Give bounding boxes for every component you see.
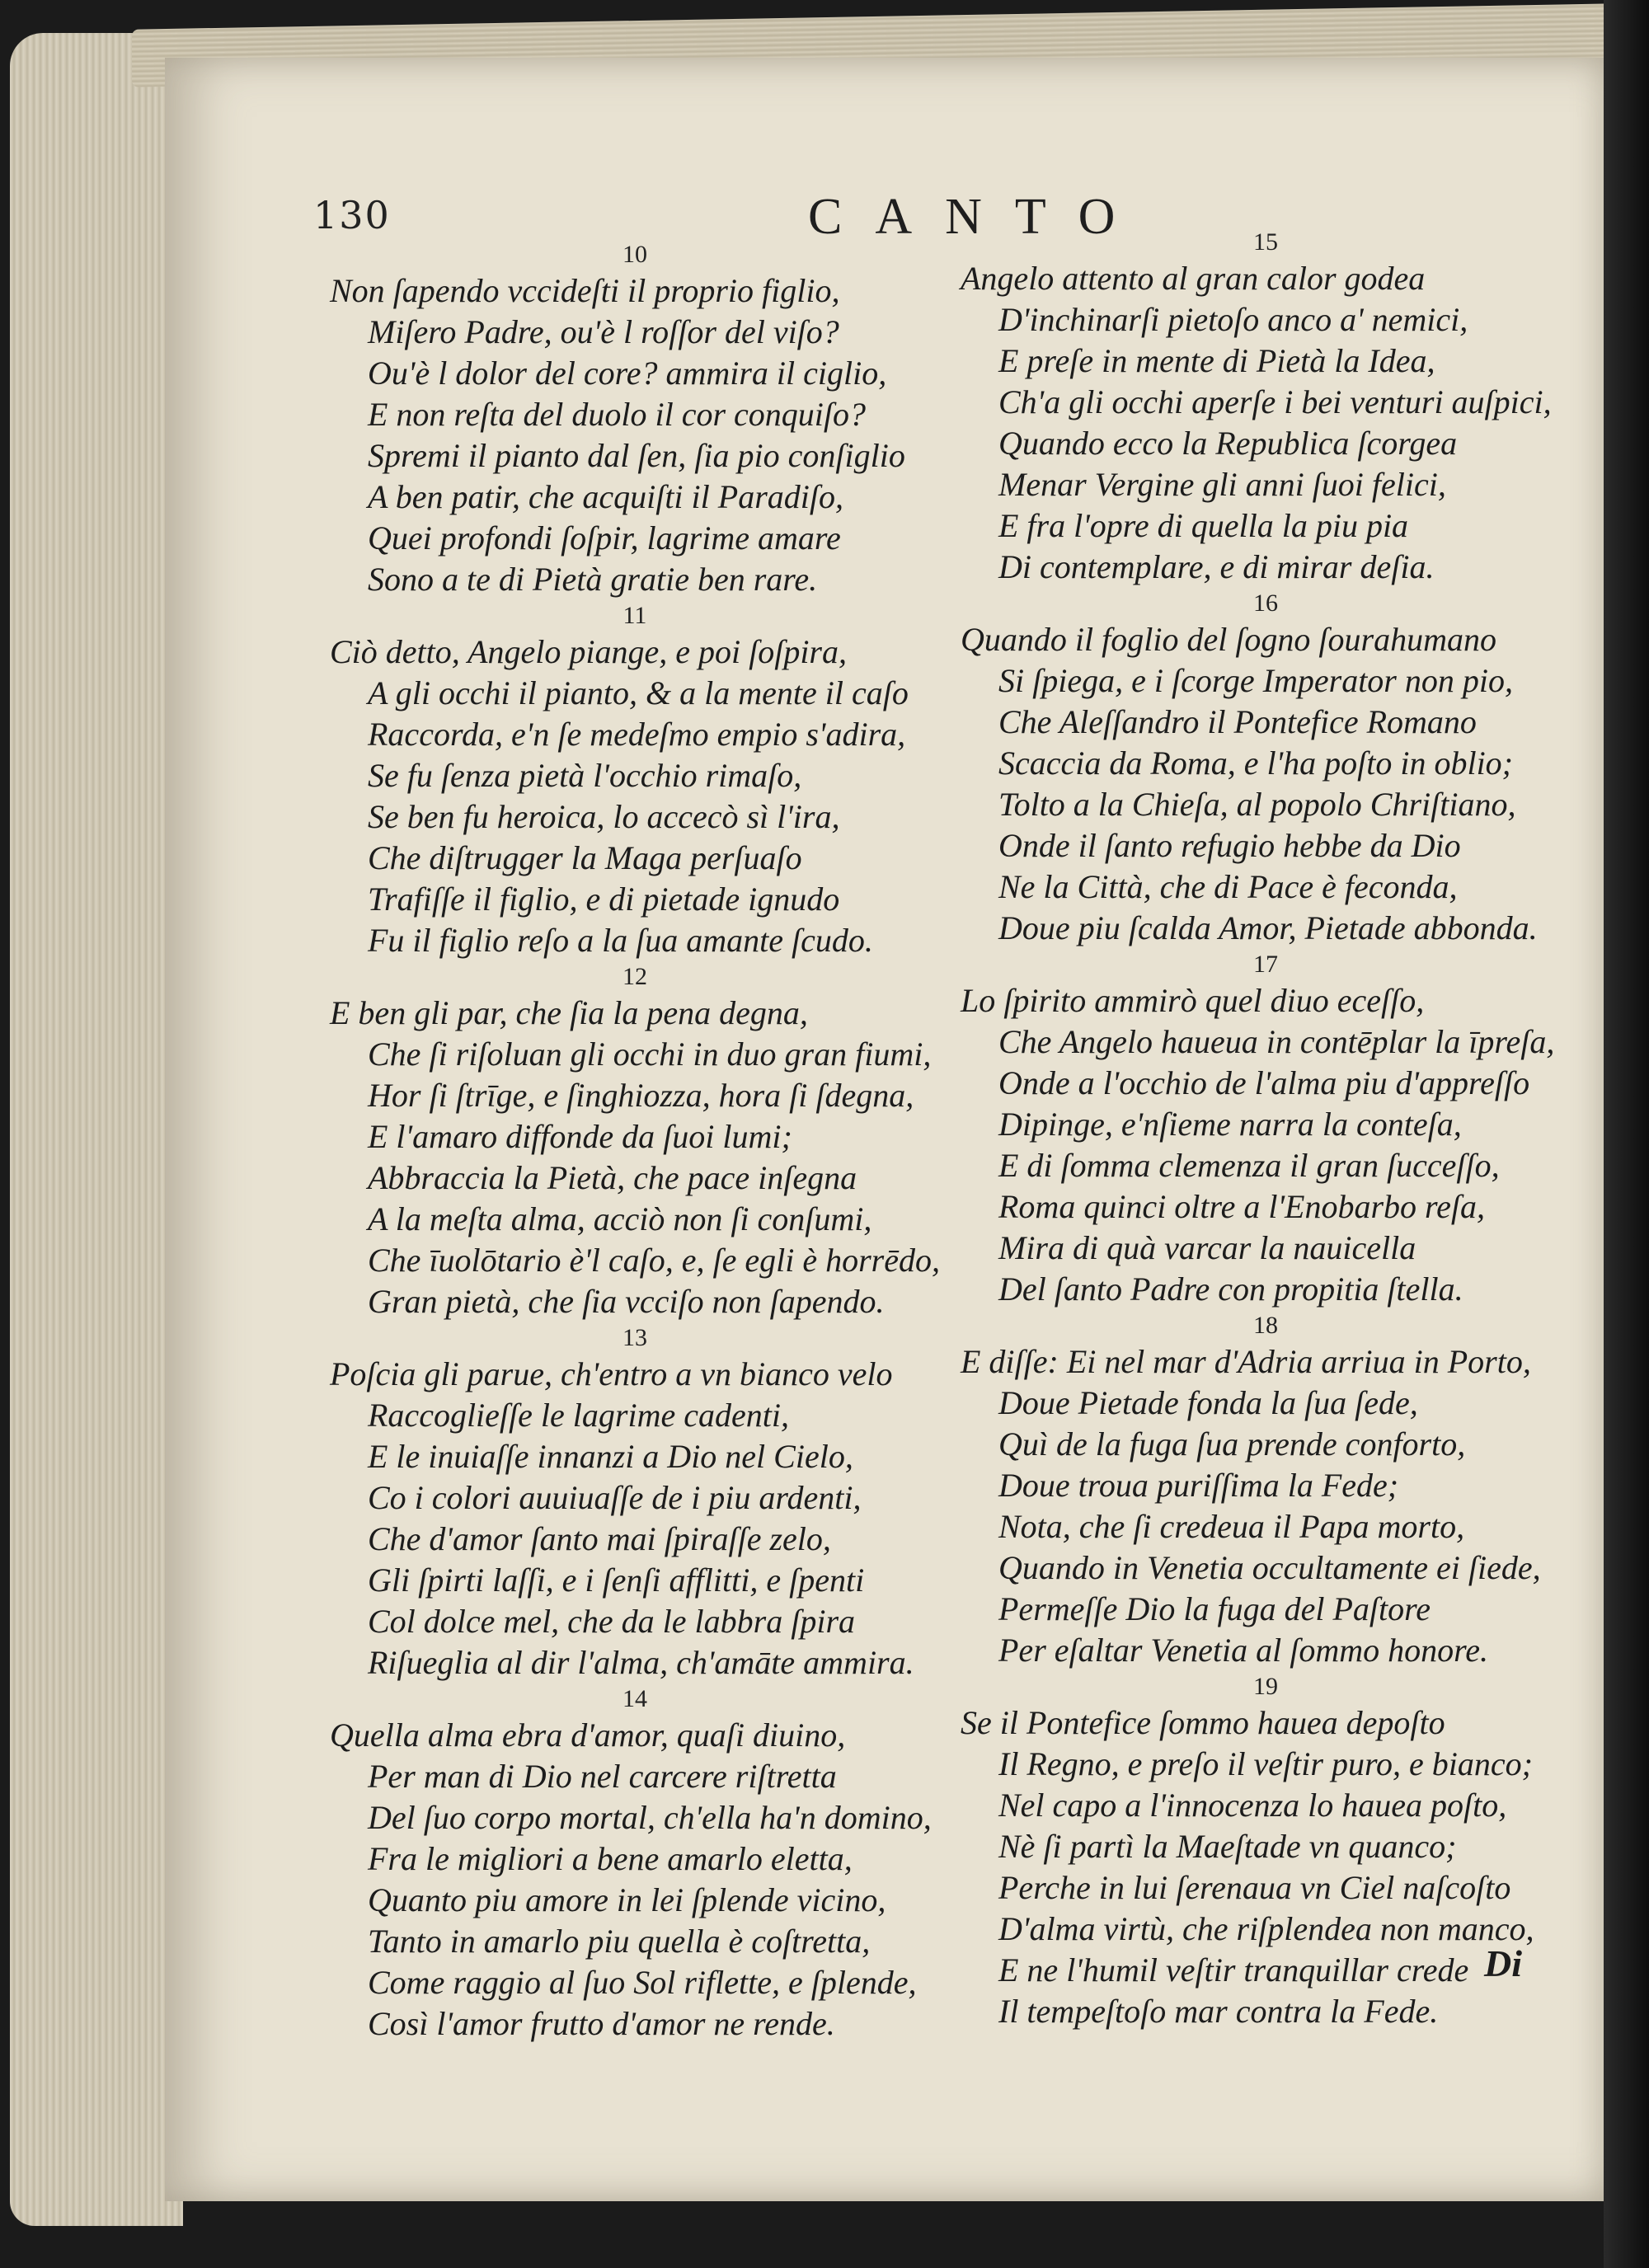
verse-line: Ou'è l dolor del core? ammira il ciglio, <box>368 355 887 392</box>
stanza <box>330 1683 956 2045</box>
verse-line: Che īuolōtario è'l caſo, e, ſe egli è horrēdo, <box>368 1242 940 1279</box>
stanza-number: 14 <box>622 1685 647 1712</box>
verse-line: Che d'amor ſanto mai ſpiraſſe zelo, <box>368 1520 831 1557</box>
verse-line: E di ſomma clemenza il gran ſucceſſo, <box>998 1147 1500 1184</box>
verse-line: A gli occhi il pianto, & a la mente il caſo <box>368 674 909 711</box>
stanza <box>961 1310 1587 1671</box>
verse-line: Nel capo a l'innocenza lo haueа poſto, <box>998 1787 1507 1824</box>
verse-line: D'inchinarſi pietoſo anco a' nemici, <box>998 301 1468 338</box>
running-head: CANTO <box>808 189 1149 245</box>
verse-line: Col dolce mel, che da le labbra ſpira <box>368 1603 856 1640</box>
book-page-edges <box>10 33 183 2226</box>
stanza-number: 12 <box>622 963 647 990</box>
stanza <box>961 588 1587 949</box>
page-number: 130 <box>313 193 391 237</box>
stanza-number: 19 <box>1253 1673 1278 1700</box>
verse-line: Gli ſpirti laſſi, e i ſenſi afflitti, e ſpenti <box>368 1561 865 1599</box>
verse-line: Quando ecco la Republica ſcorgea <box>998 425 1458 462</box>
verse-line: E ne l'humil veſtir tranquillar crede <box>998 1951 1469 1989</box>
verse-line: Per eſaltar Venetia al ſommo honore. <box>998 1632 1488 1669</box>
verse-line: Fu il figlio reſo a la ſua amante ſcudo. <box>368 922 873 959</box>
verse-line: Ne la Città, che di Pace è feconda, <box>998 868 1458 905</box>
verse-line: Non ſapendo vccideſti il proprio figlio, <box>330 272 840 309</box>
verse-line: E diſſe: Ei nel mar d'Adria arriua in Porto, <box>961 1343 1531 1380</box>
verse-line: E preſe in mente di Pietà la Idea, <box>998 342 1435 379</box>
verse-line: Così l'amor frutto d'amor ne rende. <box>368 2005 835 2042</box>
verse-line: Menar Vergine gli anni ſuoi felici, <box>998 466 1446 503</box>
verse-line: Doue troua puriſſima la Fede; <box>998 1467 1399 1504</box>
verse-line: Tanto in amarlo piu quella è coſtretta, <box>368 1923 871 1960</box>
verse-line: A ben patir, che acquiſti il Paradiſo, <box>368 478 843 515</box>
verse-line: Doue Pietade fonda la ſua ſede, <box>998 1384 1418 1421</box>
verse-line: E non reſta del duolo il cor conquiſo? <box>368 396 867 433</box>
verse-line: E fra l'opre di quella la piu pia <box>998 507 1409 544</box>
verse-line: Fra le migliori a bene amarlo eletta, <box>368 1840 853 1877</box>
verse-line: Se il Pontefice ſommo haueа depoſto <box>961 1704 1445 1741</box>
verse-line: Lo ſpirito ammirò quel diuo eceſſo, <box>961 982 1425 1019</box>
verse-line: Se ben fu heroica, lo accecò sì l'ira, <box>368 798 840 835</box>
verse-line: Raccorda, e'n ſe medeſmo empio s'adira, <box>368 716 906 753</box>
verse-line: Tolto a la Chieſa, al popolo Chriſtiano, <box>998 786 1516 823</box>
verse-line: E l'amaro diffonde da ſuoi lumi; <box>368 1118 792 1155</box>
stanza <box>961 949 1587 1310</box>
verse-line: Di contemplare, e di mirar deſia. <box>998 548 1435 585</box>
verse-line: Ciò detto, Angelo piange, e poi ſoſpira, <box>330 633 847 670</box>
verse-line: Hor ſi ſtrīge, e ſinghiozza, hora ſi ſdegna, <box>368 1077 914 1114</box>
verse-line: Poſcia gli parue, ch'entro a vn bianco velo <box>330 1355 893 1392</box>
verse-line: Miſero Padre, ou'è l roſſor del viſo? <box>368 313 839 350</box>
verse-line: Per man di Dio nel carcere riſtretta <box>368 1758 837 1795</box>
verse-line: Nè ſi partì la Maeſtade vn quanco; <box>998 1828 1457 1865</box>
stanza-number: 16 <box>1253 589 1278 617</box>
verse-line: Che Angelo haueua in contēplar la īpreſa, <box>998 1023 1555 1060</box>
verse-line: Che diſtrugger la Maga perſuaſo <box>368 839 802 876</box>
verse-line: Quei profondi ſoſpir, lagrime amare <box>368 519 841 556</box>
stanza <box>330 1322 956 1683</box>
verse-line: Permeſſe Dio la fuga del Paſtore <box>998 1590 1431 1627</box>
verse-line: Quando il foglio del ſogno ſourahumano <box>961 621 1496 658</box>
verse-line: A la meſta alma, acciò non ſi conſumi, <box>368 1200 872 1237</box>
verse-line: Come raggio al ſuo Sol riflette, e ſplende, <box>368 1964 917 2001</box>
verse-line: D'alma virtù, che riſplendea non manco, <box>998 1910 1534 1947</box>
verse-line: Se fu ſenza pietà l'occhio rimaſo, <box>368 757 802 794</box>
catchword: Di <box>1484 1942 1522 1984</box>
verse-line: Dipinge, e'nſieme narra la conteſa, <box>998 1106 1462 1143</box>
verse-line: Riſueglia al dir l'alma, ch'amāte ammira. <box>368 1644 914 1681</box>
verse-line: Mira di quà varcar la nauicella <box>998 1229 1416 1266</box>
verse-line: E le inuiaſſe innanzi a Dio nel Cielo, <box>368 1438 853 1475</box>
verse-line: Nota, che ſi credeua il Papa morto, <box>998 1508 1465 1545</box>
stanza-number: 10 <box>622 241 647 268</box>
verse-line: Perche in lui ſerenaua vn Ciel naſcoſto <box>998 1869 1511 1906</box>
verse-line: Trafiſſe il figlio, e di pietade ignudo <box>368 880 840 918</box>
verse-line: Quanto piu amore in lei ſplende vicino, <box>368 1881 886 1918</box>
verse-line: Abbraccia la Pietà, che pace inſegna <box>368 1159 857 1196</box>
stanza <box>330 239 956 600</box>
verse-line: Roma quinci oltre a l'Enobarbo reſa, <box>998 1188 1485 1225</box>
verse-line: Il Regno, e preſo il veſtir puro, e bianco; <box>998 1745 1533 1782</box>
verse-line: Onde a l'occhio de l'alma piu d'appreſſo <box>998 1064 1530 1101</box>
verse-line: Che ſi riſoluan gli occhi in duo gran fiumi, <box>368 1035 932 1073</box>
stanza-number: 11 <box>622 602 647 629</box>
stanza-number: 13 <box>622 1324 647 1351</box>
verse-line: Gran pietà, che ſia vcciſo non ſapendo. <box>368 1283 885 1320</box>
verse-line: Angelo attento al gran calor godea <box>961 260 1426 297</box>
scan-border <box>1604 0 1649 2268</box>
right-column <box>961 227 1587 2032</box>
verse-line: Si ſpiega, e i ſcorge Imperator non pio, <box>998 662 1513 699</box>
verse-line: Co i colori auuiuaſſe de i piu ardenti, <box>368 1479 862 1516</box>
verse-line: Ch'a gli occhi aperſe i bei venturi auſpici, <box>998 383 1552 420</box>
verse-line: Quella alma ebra d'amor, quaſi diuino, <box>330 1716 846 1754</box>
verse-line: Scaccia da Roma, e l'ha poſto in oblio; <box>998 744 1514 782</box>
verse-line: Il tempeſtoſo mar contra la Fede. <box>998 1993 1439 2030</box>
verse-line: Del ſanto Padre con propitia ſtella. <box>998 1270 1463 1308</box>
verse-line: Quì de la fuga ſua prende conforto, <box>998 1425 1466 1463</box>
stanza-number: 18 <box>1253 1312 1278 1339</box>
verse-line: Doue piu ſcalda Amor, Pietade abbonda. <box>998 909 1538 946</box>
left-column <box>330 239 956 2045</box>
verse-line: Onde il ſanto refugio hebbe da Dio <box>998 827 1461 864</box>
stanza-number: 15 <box>1253 228 1278 256</box>
verse-line: Che Aleſſandro il Pontefice Romano <box>998 703 1477 740</box>
verse-line: Quando in Venetia occultamente ei ſiede, <box>998 1549 1541 1586</box>
stanza <box>330 600 956 961</box>
verse-line: Spremi il pianto dal ſen, ſia pio conſiglio <box>368 437 905 474</box>
verse-line: E ben gli par, che ſia la pena degna, <box>330 994 808 1031</box>
verse-line: Sono a te di Pietà gratie ben rare. <box>368 561 818 598</box>
verse-line: Del ſuo corpo mortal, ch'ella ha'n domino, <box>368 1799 932 1836</box>
stanza <box>961 227 1587 588</box>
stanza-number: 17 <box>1253 951 1278 978</box>
verse-line: Raccoglieſſe le lagrime cadenti, <box>368 1397 789 1434</box>
stanza <box>330 961 956 1322</box>
